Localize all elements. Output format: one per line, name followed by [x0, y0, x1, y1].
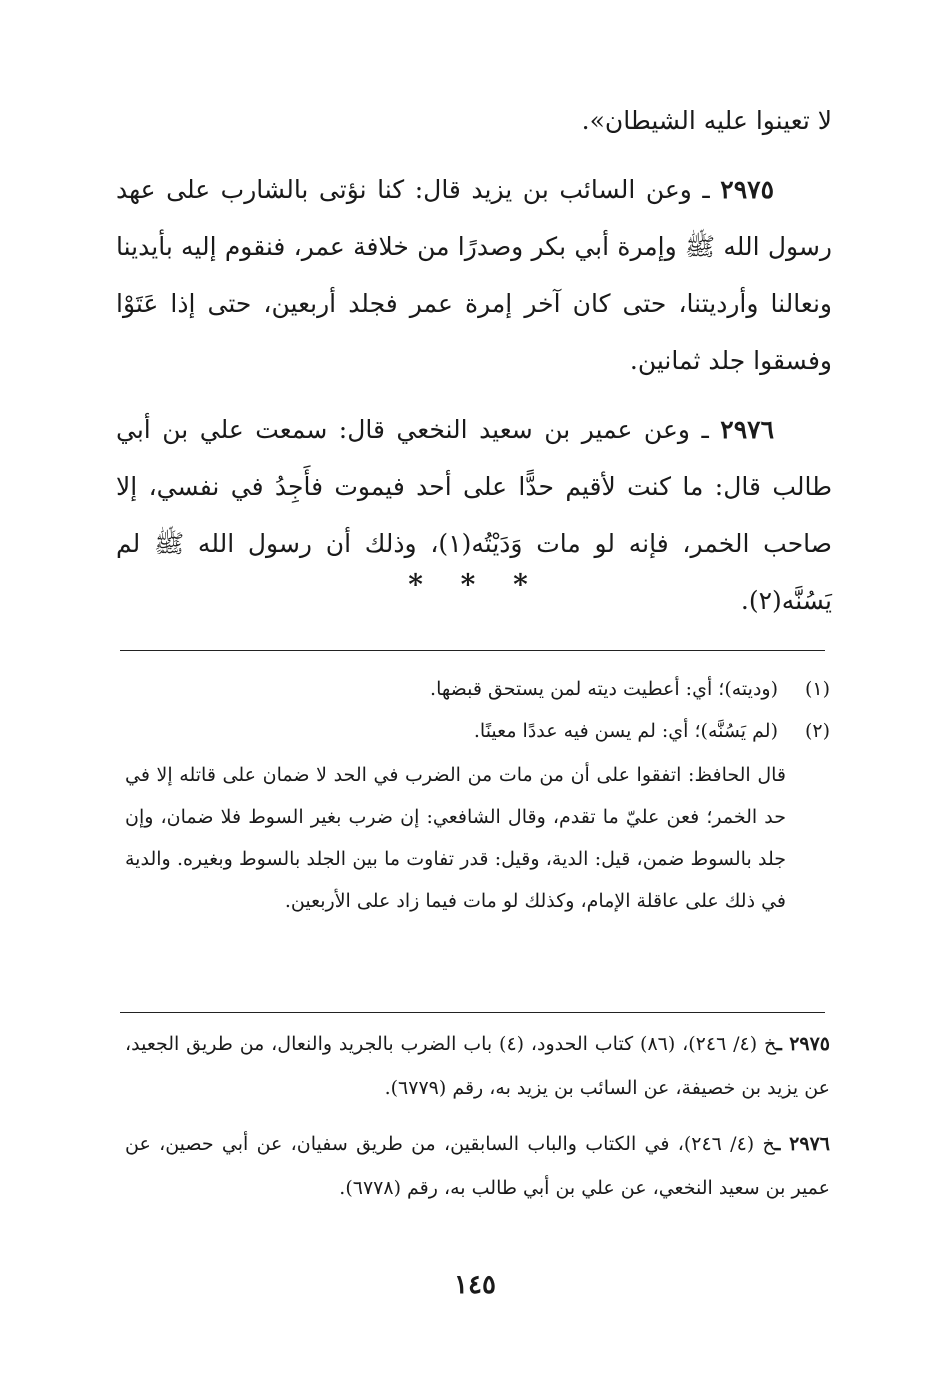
main-text	[116, 92, 832, 641]
takhrij-text: خ (٤/ ٢٤٦)، في الكتاب والباب السابقين، من طريق سفيان، عن أبي حصين، عن عمير بن سعيد النخعي، عن علي بن أبي طالب به، رقم (٦٧٧٨).	[125, 1133, 830, 1199]
takhrij-2976	[125, 1122, 830, 1210]
footnote-text: (وديته)؛ أي: أعطيت ديته لمن يستحق قبضها.	[430, 678, 778, 700]
footnote-marker: (١)	[804, 678, 830, 700]
takhrij-number: ٢٩٧٦ ـ	[774, 1133, 830, 1155]
intro-line: لا تعينوا عليه الشيطان».	[581, 106, 832, 135]
footnote-comment: قال الحافظ: اتفقوا على أن من مات من الضرب في الحد لا ضمان على قاتله إلا في حد الخمر؛ فعن عليّ ما تقدم، وقال الشافعي: إن ضرب بغير السوط فلا ضمان، وإن جلد بالسوط ضمن، قيل: الدية، وقيل: قدر تفاوت ما بين الجلد بالسوط وبغيره. والدية في ذلك على عاقلة الإمام، وكذلك لو مات فيما زاد على الأربعين.	[125, 764, 786, 912]
hadith-number: ٢٩٧٥	[720, 175, 774, 204]
hadith-text: ـ وعن عمير بن سعيد النخعي قال: سمعت علي بن أبي طالب قال: ما كنت لأقيم حدًّا على أحد فيموت فأَجِدُ في نفسي، إلا صاحب الخمر، فإنه لو مات وَدَيْتُه(١)، وذلك أن رسول الله ﷺ لم يَسُنَّه(٢).	[116, 415, 832, 615]
takhrij-text: خ (٤/ ٢٤٦)، (٨٦) كتاب الحدود، (٤) باب الضرب بالجريد والنعال، من طريق الجعيد، عن يزيد بن خصيفة، عن السائب بن يزيد به، رقم (٦٧٧٩).	[125, 1033, 830, 1099]
hadith-number: ٢٩٧٦	[720, 415, 774, 444]
hadith-text: ـ وعن السائب بن يزيد قال: كنا نؤتى بالشارب على عهد رسول الله ﷺ وإمرة أبي بكر وصدرًا من خلافة عمر، فنقوم إليه بأيدينا ونعالنا وأرديتنا، حتى كان آخر إمرة عمر فجلد أربعين، حتى إذا عَتَوْا وفسقوا جلد ثمانين.	[116, 175, 832, 375]
takhrij-notes	[125, 1022, 830, 1222]
footnote-divider	[120, 650, 825, 651]
hadith-2975	[116, 161, 832, 389]
footnote-1	[125, 668, 830, 710]
takhrij-2975	[125, 1022, 830, 1110]
footnote-2	[125, 710, 830, 752]
page-number: ١٤٥	[454, 1270, 496, 1300]
takhrij-divider	[120, 1012, 825, 1013]
takhrij-number: ٢٩٧٥ ـ	[776, 1033, 831, 1055]
footnote-marker: (٢)	[804, 720, 830, 742]
footnotes	[125, 668, 830, 922]
section-separator: * * *	[408, 568, 542, 601]
footnote-text: (لم يَسُنَّه)؛ أي: لم يسن فيه عددًا معينًا.	[473, 720, 778, 742]
